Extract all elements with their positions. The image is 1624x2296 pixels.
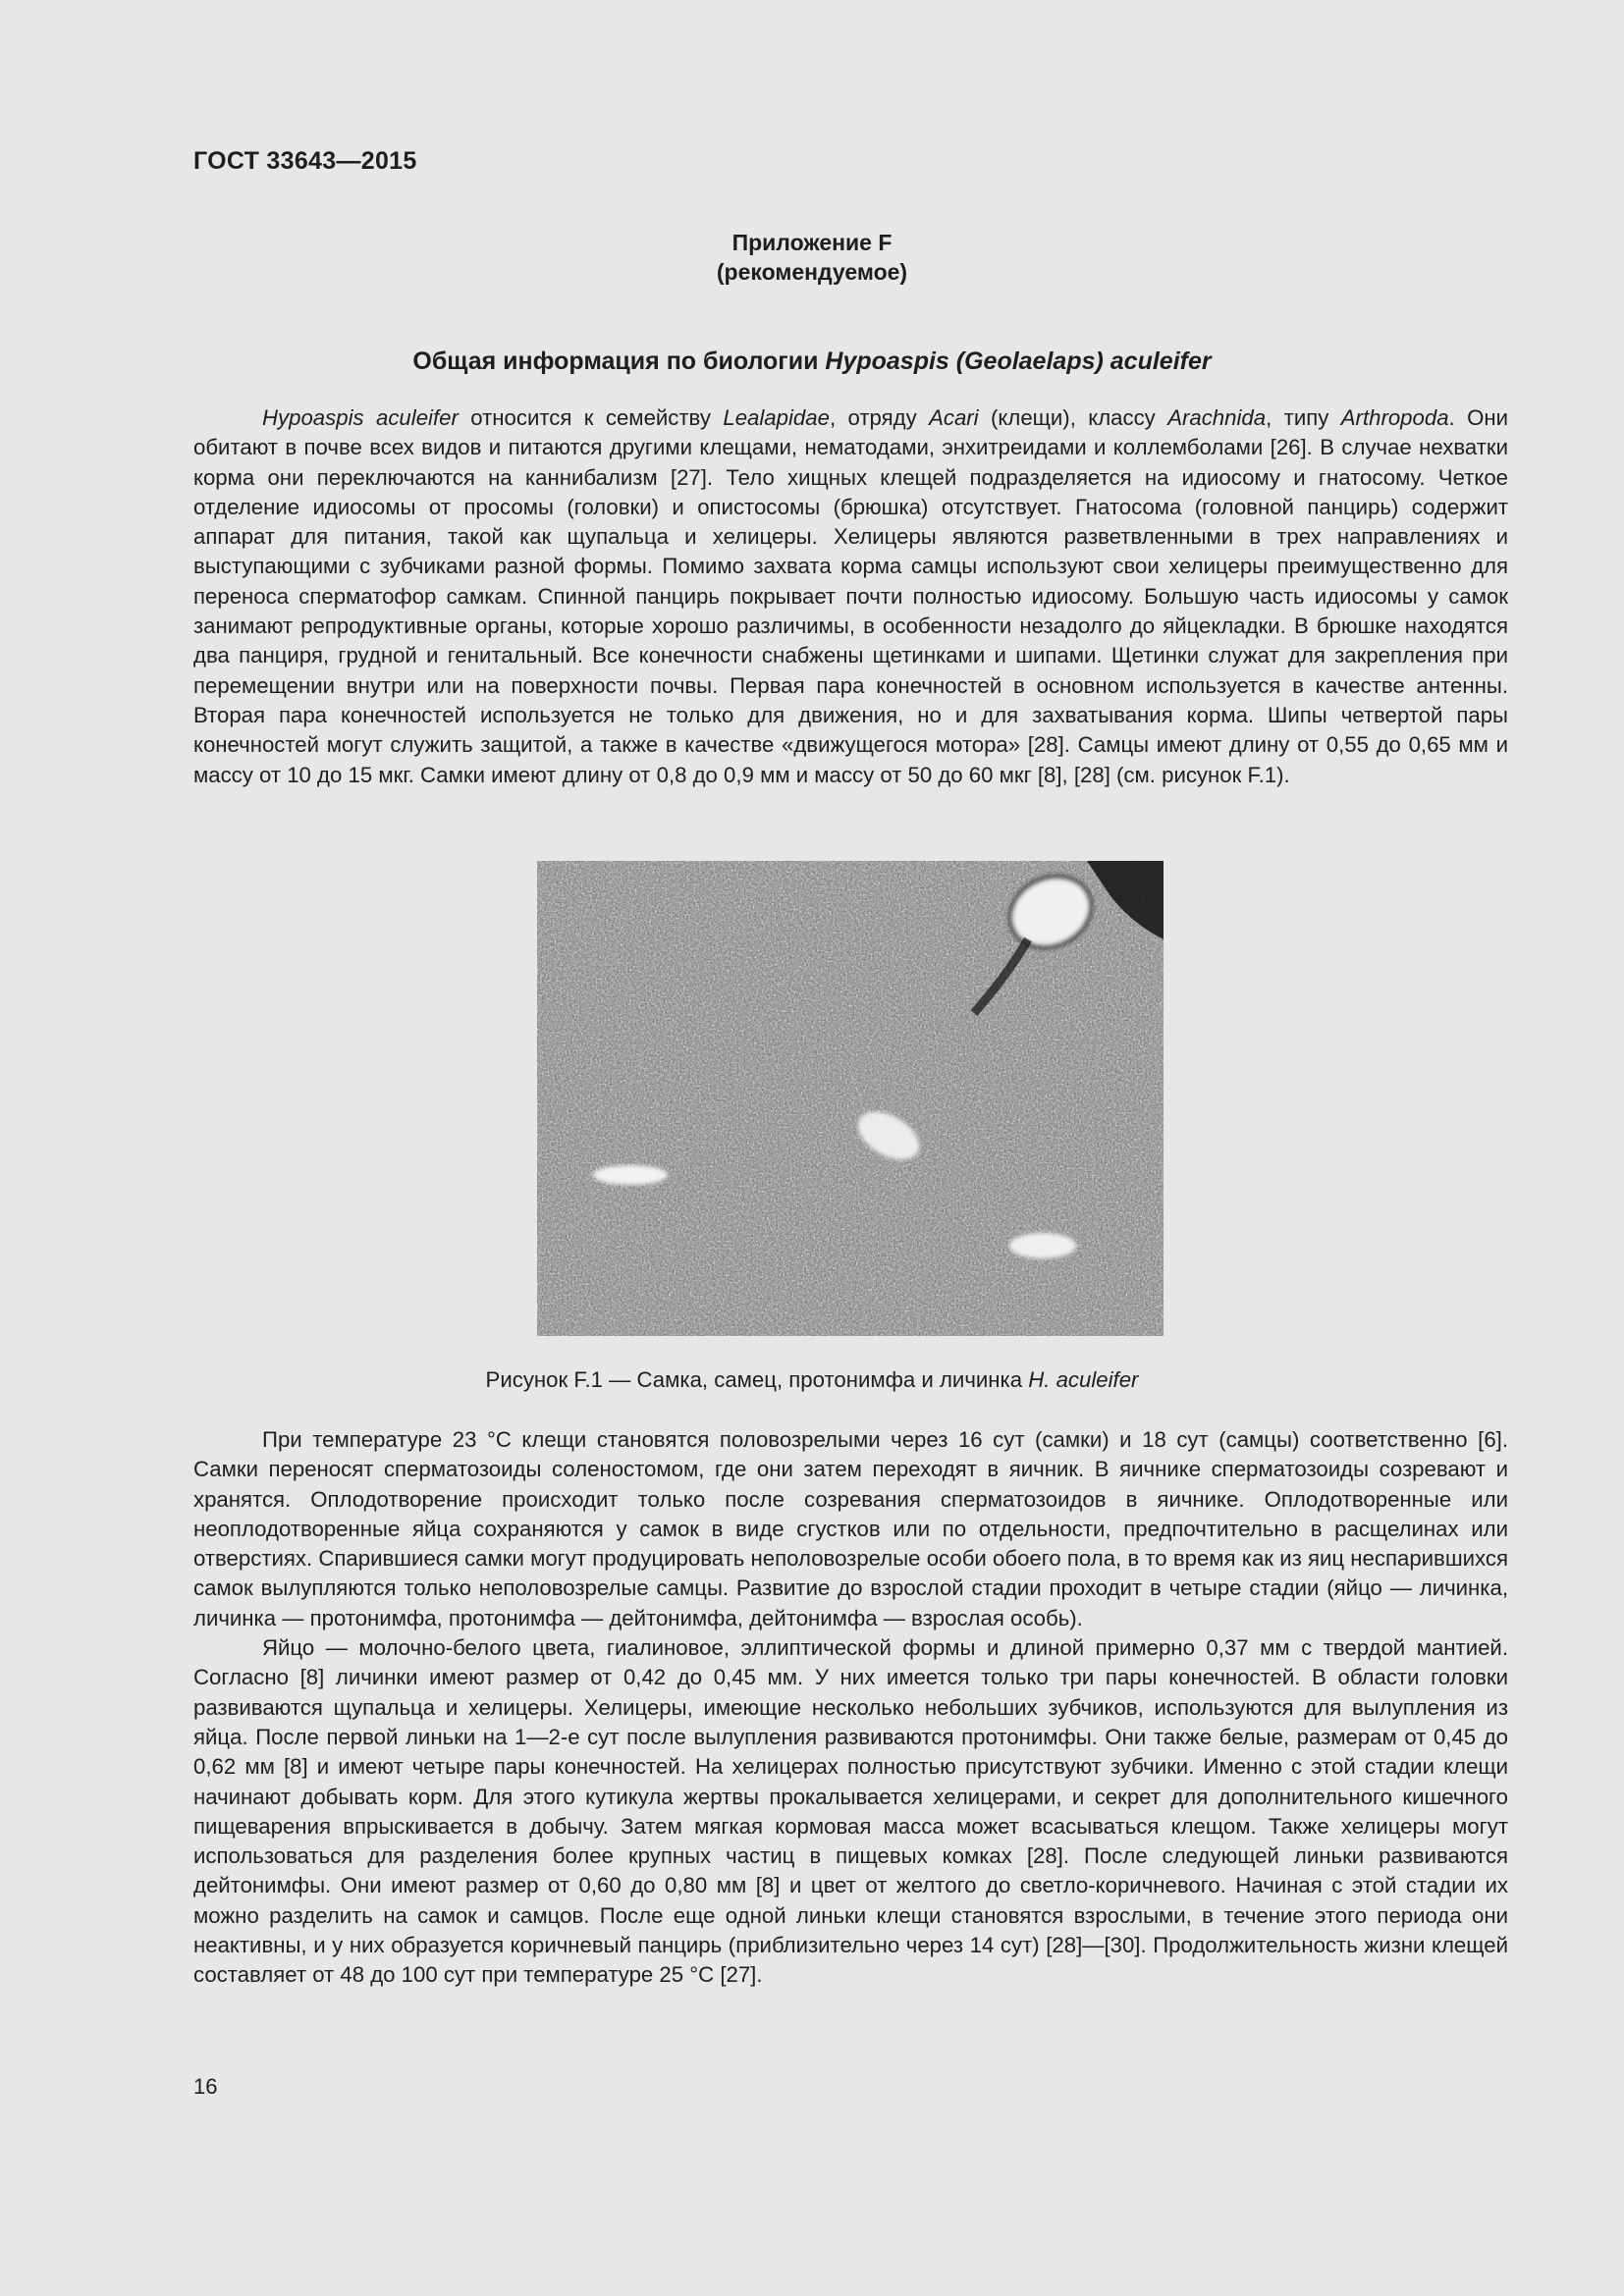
text-run: (клещи), классу	[978, 405, 1168, 430]
paragraph-1	[193, 403, 1508, 790]
standard-number: ГОСТ 33643—2015	[193, 147, 417, 175]
section-title-species: Hypoaspis (Geolaelaps) aculeifer	[825, 347, 1212, 375]
class-name: Arachnida	[1167, 405, 1267, 430]
paragraph-3: Яйцо — молочно-белого цвета, гиалиновое, эллиптической формы и длиной примерно 0,37 мм с твердой мантией. Согласно [8] личинки имеют размер от 0,42 до 0,45 мм. У них имеется только три пары конечностей. В области головки развиваются щупальца и хелицеры. Хелицеры, имеющие несколько небольших зубчиков, используются для вылупления из яйца. После первой линьки на 1—2-е сут после вылупления развиваются протонимфы. Они также белые, размерам от 0,45 до 0,62 мм [8] и имеют четыре пары конечностей. На хелицерах полностью присутствуют зубчики. Именно с этой стадии клещи начинают добывать корм. Для этого кутикула жертвы прокалывается хелицерами, и секрет для дополнительного кишечного пищеварения впрыскивается в добычу. Затем мягкая кормовая масса может всасываться клещом. Также хелицеры могут использоваться для разделения более крупных частиц в пищевых комках [28]. После следующей линьки развиваются дейтонимфы. Они имеют размер от 0,60 до 0,80 мм [8] и цвет от желтого до светло-коричневого. Начиная с этой стадии их можно разделить на самок и самцов. После еще одной линьки клещи становятся взрослыми, в течение этого периода они неактивны, и у них образуется коричневый панцирь (приблизительно через 14 сут) [28]—[30]. Продолжительность жизни клещей составляет от 48 до 100 сут при температуре 25 °С [27].	[193, 1635, 1508, 1988]
section-title-prefix: Общая информация по биологии	[412, 347, 826, 375]
development-paragraph-block	[193, 1425, 1508, 1991]
caption-text: Рисунок F.1 — Самка, самец, протонимфа и личинка	[485, 1367, 1029, 1392]
protonymph-body	[593, 1165, 668, 1185]
intro-paragraph-block	[193, 403, 1508, 790]
family-name: Lealapidae	[723, 405, 830, 430]
text-run: , типу	[1266, 405, 1341, 430]
appendix-heading	[0, 228, 1624, 287]
figure-photo	[537, 861, 1164, 1336]
appendix-type: (рекомендуемое)	[716, 259, 908, 285]
section-title	[0, 347, 1624, 376]
mite-photo-image	[537, 861, 1164, 1336]
figure-caption	[0, 1367, 1624, 1393]
appendix-label: Приложение F	[731, 230, 893, 255]
caption-species: H. aculeifer	[1028, 1367, 1139, 1392]
phylum-name: Arthropoda	[1340, 405, 1449, 430]
paragraph-2: При температуре 23 °С клещи становятся половозрелыми через 16 сут (самки) и 18 сут (самцы) соответственно [6]. Самки переносят сперматозоиды соленостомом, где они затем переходят в яичник. В яичнике сперматозоиды созревают и хранятся. Оплодотворение происходит только после созревания сперматозоидов в яичнике. Оплодотворенные или неоплодотворенные яйца сохраняются у самок в виде сгустков или по отдельности, предпочтительно в расщелинах или отверстиях. Спарившиеся самки могут продуцировать неполовозрелые особи обоего пола, в то время как из яиц неспарившихся самок вылупляются только неполовозрелые самцы. Развитие до взрослой стадии проходит в четыре стадии (яйцо — личинка, личинка — протонимфа, протонимфа — дейтонимфа, дейтонимфа — взрослая особь).	[193, 1427, 1508, 1630]
text-run: относится к семейству	[458, 405, 724, 430]
text-run: , отряду	[829, 405, 930, 430]
species-name: Hypoaspis aculeifer	[262, 405, 459, 430]
page-number: 16	[193, 2074, 218, 2099]
text-run: . Они обитают в почве всех видов и питаются другими клещами, нематодами, энхитреидами и коллемболами [26]. В случае нехватки корма они переключаются на каннибализм [27]. Тело хищных клещей подразделяется на идиосому и гнатосому. Четкое отделение идиосомы от просомы (головки) и опистосомы (брюшка) отсутствует. Гнатосома (головной панцирь) содержит аппарат для питания, такой как щупальца и хелицеры. Хелицеры являются разветвленными в трех направлениях и выступающими с зубчиками разной формы. Помимо захвата корма самцы используют свои хелицеры преимущественно для переноса сперматофор самкам. Спинной панцирь покрывает почти полностью идиосому. Большую часть идиосомы у самок занимают репродуктивные органы, которые хорошо различимы, в особенности незадолго до яйцекладки. В брюшке находятся два панциря, грудной и генитальный. Все конечности снабжены щетинками и шипами. Щетинки служат для закрепления при перемещении внутри или на поверхности почвы. Первая пара конечностей в основном используется в качестве антенны. Вторая пара конечностей используется не только для движения, но и для захватывания корма. Шипы четвертой пары конечностей могут служить защитой, а также в качестве «движущегося мотора» [28]. Самцы имеют длину от 0,55 до 0,65 мм и массу от 10 до 15 мкг. Самки имеют длину от 0,8 до 0,9 мм и массу от 50 до 60 мкг [8], [28] (см. рисунок F.1).	[193, 405, 1508, 787]
larva-body	[1009, 1233, 1076, 1258]
order-name: Acari	[929, 405, 979, 430]
